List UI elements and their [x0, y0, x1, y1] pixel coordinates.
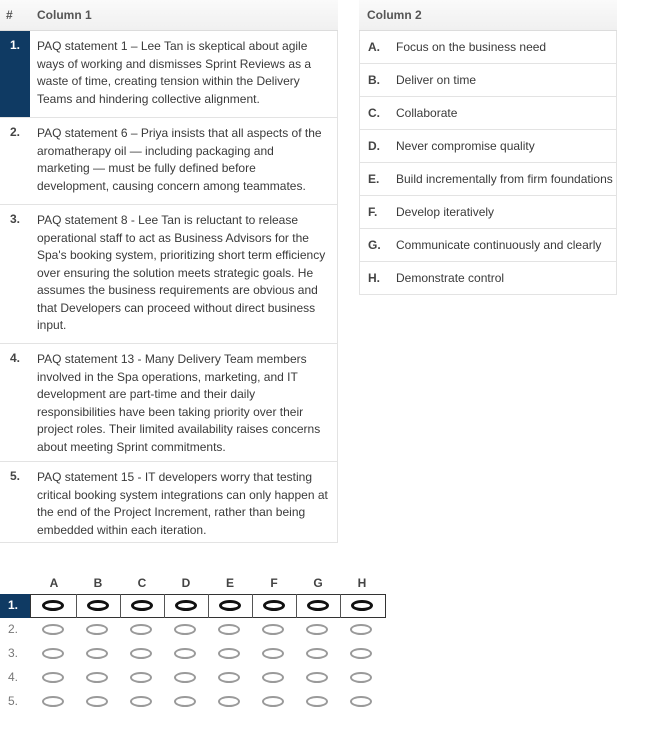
answer-bubble[interactable]	[262, 624, 284, 635]
option-row-b[interactable]	[359, 64, 617, 97]
statement-row-1[interactable]	[0, 31, 338, 118]
statement-number: 4.	[10, 351, 21, 365]
grid-cell	[208, 666, 252, 690]
statement-row-3[interactable]	[0, 205, 338, 344]
answer-bubble[interactable]	[86, 696, 108, 707]
option-text: Communicate continuously and clearly	[396, 238, 602, 252]
grid-cell	[252, 618, 296, 642]
answer-bubble[interactable]	[42, 672, 64, 683]
grid-cell	[164, 666, 208, 690]
option-text: Develop iteratively	[396, 205, 495, 219]
grid-cell	[296, 666, 340, 690]
option-row-c[interactable]	[359, 97, 617, 130]
grid-cell	[208, 594, 252, 618]
option-letter: E.	[368, 172, 380, 186]
grid-cell	[76, 618, 120, 642]
grid-cell	[164, 618, 208, 642]
statement-text: PAQ statement 15 - IT developers worry that testing critical booking system integrations can only happen at the end of the Project Increment, rather than being embedded within each iteration.	[37, 470, 328, 537]
grid-cell	[32, 618, 76, 642]
grid-cell	[340, 666, 384, 690]
answer-bubble[interactable]	[218, 696, 240, 707]
grid-column-label: D	[181, 576, 191, 590]
answer-bubble[interactable]	[218, 672, 240, 683]
answer-bubble[interactable]	[174, 696, 196, 707]
grid-cell	[340, 690, 384, 714]
grid-cell	[120, 642, 164, 666]
grid-column-label: E	[225, 576, 234, 590]
grid-cell	[296, 594, 340, 618]
grid-cell	[164, 642, 208, 666]
answer-bubble[interactable]	[262, 672, 284, 683]
option-text: Collaborate	[396, 106, 458, 120]
option-letter: D.	[368, 139, 380, 153]
grid-cell	[120, 618, 164, 642]
answer-bubble[interactable]	[174, 648, 196, 659]
column1-title: Column 1	[37, 8, 92, 22]
option-letter: C.	[368, 106, 380, 120]
grid-column-label: H	[357, 576, 367, 590]
answer-bubble[interactable]	[86, 672, 108, 683]
grid-column-label: B	[93, 576, 103, 590]
grid-cell	[252, 594, 296, 618]
answer-bubble[interactable]	[262, 696, 284, 707]
statement-text: PAQ statement 8 - Lee Tan is reluctant to release operational staff to act as Business Advisors for the Spa's booking system, prioritizing short term efficiency over ensuring the solution meets strategic goals. He assumes the business requirements are obvious and that Developers can proceed without direct business input.	[37, 213, 326, 332]
answer-bubble[interactable]	[42, 648, 64, 659]
grid-column-label: A	[49, 576, 59, 590]
grid-cell	[120, 690, 164, 714]
statement-row-2[interactable]	[0, 118, 338, 205]
answer-bubble[interactable]	[306, 624, 328, 635]
grid-column-label: G	[313, 576, 323, 590]
grid-cell	[76, 642, 120, 666]
statement-text: PAQ statement 1 – Lee Tan is skeptical about agile ways of working and dismisses Sprint Reviews as a waste of time, creating tension within the Delivery Teams and hindering collective alignment.	[37, 39, 312, 106]
column2-table	[359, 0, 617, 295]
grid-cell	[76, 594, 120, 618]
grid-row-label: 4.	[8, 670, 19, 684]
option-text: Focus on the business need	[396, 40, 547, 54]
grid-cell	[76, 666, 120, 690]
grid-row-label: 3.	[8, 646, 19, 660]
option-text: Deliver on time	[396, 73, 477, 87]
grid-cell	[252, 666, 296, 690]
grid-cell	[296, 618, 340, 642]
answer-bubble[interactable]	[42, 600, 64, 611]
answer-bubble[interactable]	[130, 624, 152, 635]
grid-cell	[120, 594, 164, 618]
option-text: Never compromise quality	[396, 139, 535, 153]
answer-bubble[interactable]	[350, 624, 372, 635]
statement-number: 1.	[0, 31, 30, 117]
option-letter: H.	[368, 271, 380, 285]
option-letter: A.	[368, 40, 380, 54]
answer-bubble[interactable]	[130, 696, 152, 707]
column2-header	[359, 0, 617, 31]
option-row-e[interactable]	[359, 163, 617, 196]
answer-bubble[interactable]	[351, 600, 373, 611]
option-text: Demonstrate control	[396, 271, 505, 285]
answer-bubble[interactable]	[306, 672, 328, 683]
grid-cell	[340, 618, 384, 642]
statement-text: PAQ statement 6 – Priya insists that all aspects of the aromatherapy oil — including packaging and marketing — must be fully defined before development, causing concern among teammates.	[37, 126, 322, 193]
answer-bubble[interactable]	[174, 672, 196, 683]
answer-bubble[interactable]	[175, 600, 197, 611]
grid-cell	[164, 690, 208, 714]
answer-bubble[interactable]	[350, 648, 372, 659]
answer-bubble[interactable]	[306, 696, 328, 707]
option-row-a[interactable]	[359, 31, 617, 64]
statement-text: PAQ statement 13 - Many Delivery Team members involved in the Spa operations, marketing, and IT development are part-time and their daily responsibilities have been taking priority over their project roles. Their limited availability raises concerns about meeting Sprint commitments.	[37, 352, 321, 454]
grid-row-label: 2.	[8, 622, 19, 636]
grid-cell	[208, 618, 252, 642]
option-text: Build incrementally from firm foundations	[396, 172, 613, 186]
number-header: #	[6, 8, 13, 22]
column1-table	[0, 0, 338, 543]
answer-bubble[interactable]	[306, 648, 328, 659]
statement-number: 2.	[10, 125, 21, 139]
option-letter: F.	[368, 205, 378, 219]
grid-cell	[340, 642, 384, 666]
grid-cell	[76, 690, 120, 714]
answer-bubble[interactable]	[262, 648, 284, 659]
grid-cell	[296, 690, 340, 714]
answer-bubble[interactable]	[218, 624, 240, 635]
grid-cell	[32, 666, 76, 690]
grid-cell	[32, 690, 76, 714]
grid-column-label: C	[137, 576, 147, 590]
answer-bubble[interactable]	[42, 696, 64, 707]
answer-bubble[interactable]	[350, 672, 372, 683]
grid-row-label: 5.	[8, 694, 19, 708]
column2-title: Column 2	[367, 8, 422, 22]
option-row-g[interactable]	[359, 229, 617, 262]
grid-cell	[296, 642, 340, 666]
statement-number: 3.	[10, 212, 21, 226]
grid-cell	[120, 666, 164, 690]
answer-bubble[interactable]	[42, 624, 64, 635]
option-row-f[interactable]	[359, 196, 617, 229]
grid-cell	[340, 594, 384, 618]
grid-cell	[164, 594, 208, 618]
answer-bubble[interactable]	[219, 600, 241, 611]
answer-bubble[interactable]	[350, 696, 372, 707]
option-row-h[interactable]	[359, 262, 617, 295]
statement-number: 5.	[10, 469, 21, 483]
column1-header	[0, 0, 338, 31]
grid-cell	[208, 642, 252, 666]
option-letter: B.	[368, 73, 380, 87]
option-row-d[interactable]	[359, 130, 617, 163]
statement-row-5[interactable]	[0, 462, 338, 543]
answer-bubble[interactable]	[130, 672, 152, 683]
grid-cell	[208, 690, 252, 714]
option-letter: G.	[368, 238, 381, 252]
answer-bubble[interactable]	[174, 624, 196, 635]
grid-row-label: 1.	[0, 594, 30, 618]
grid-cell	[252, 642, 296, 666]
answer-bubble[interactable]	[86, 648, 108, 659]
answer-bubble[interactable]	[87, 600, 109, 611]
grid-cell	[32, 594, 76, 618]
grid-cell	[32, 642, 76, 666]
answer-bubble[interactable]	[307, 600, 329, 611]
grid-column-label: F	[270, 576, 278, 590]
answer-bubble[interactable]	[130, 648, 152, 659]
answer-bubble[interactable]	[218, 648, 240, 659]
answer-bubble[interactable]	[263, 600, 285, 611]
answer-bubble[interactable]	[86, 624, 108, 635]
statement-row-4[interactable]	[0, 344, 338, 462]
grid-cell	[252, 690, 296, 714]
answer-bubble[interactable]	[131, 600, 153, 611]
